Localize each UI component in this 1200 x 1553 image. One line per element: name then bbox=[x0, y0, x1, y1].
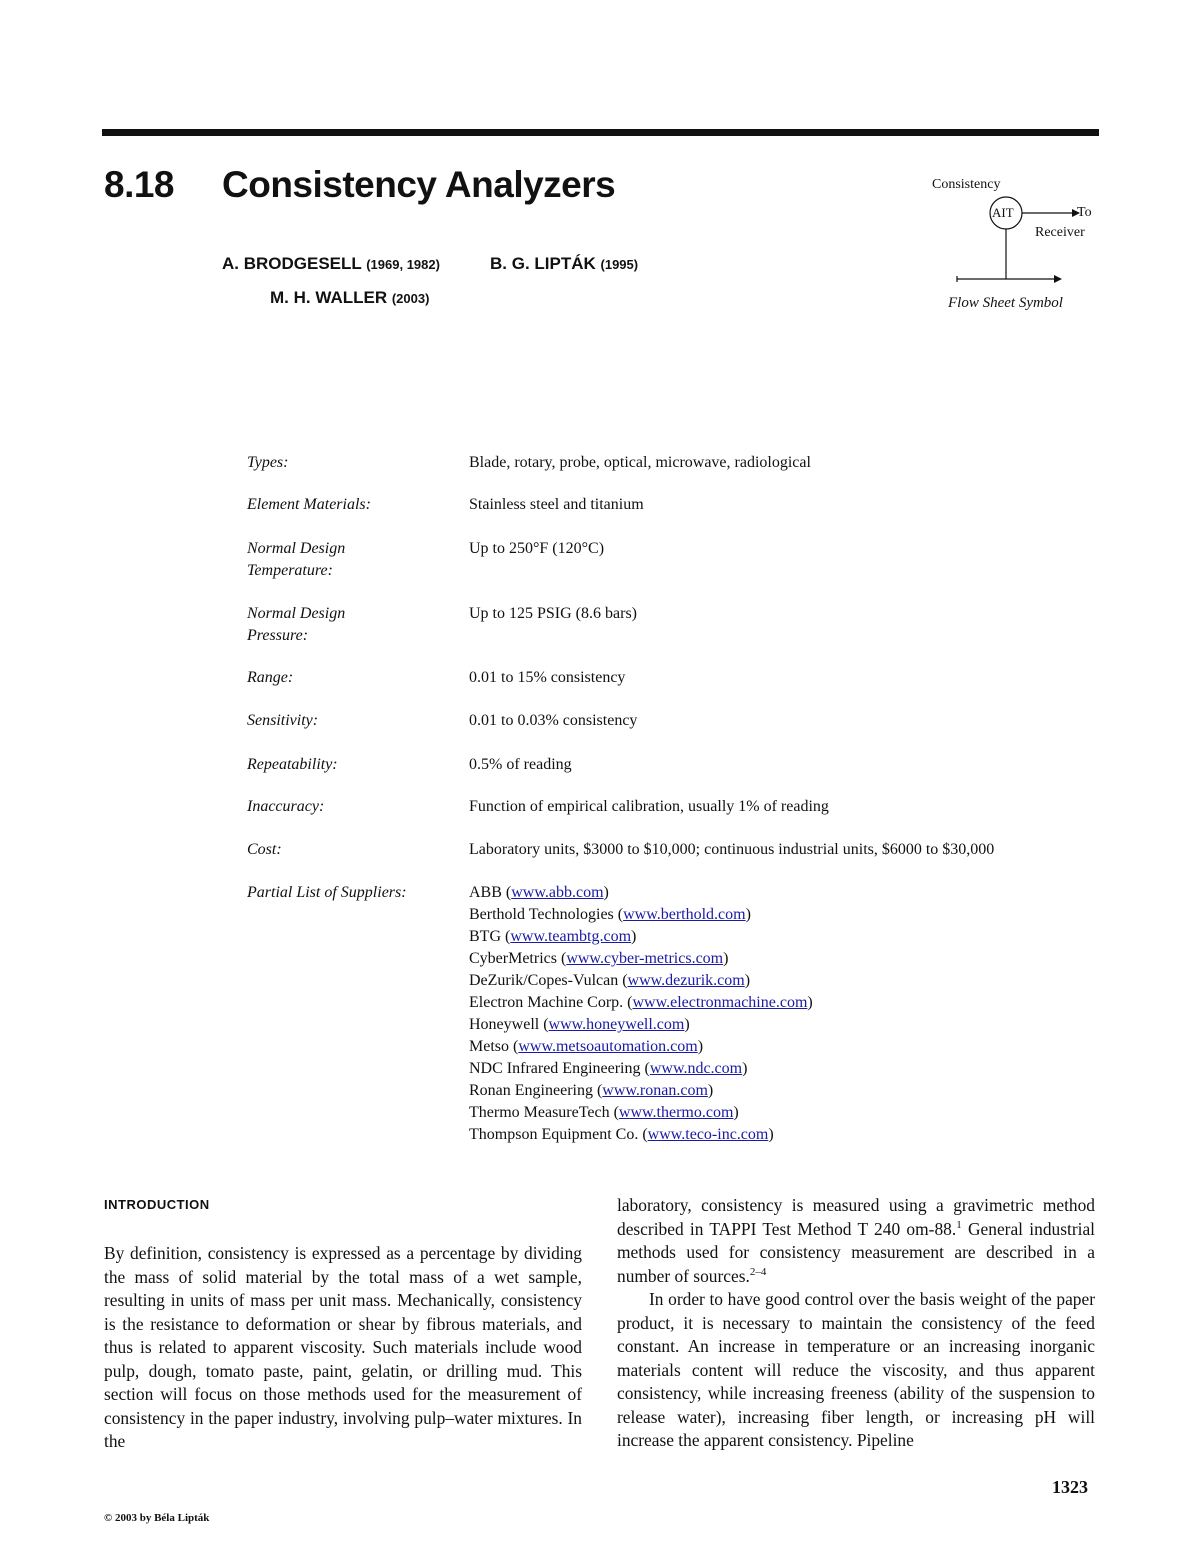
supplier-name: NDC Infrared Engineering bbox=[469, 1060, 641, 1077]
intro-paragraph-2 bbox=[617, 1194, 1095, 1288]
supplier-link[interactable]: www.abb.com bbox=[511, 884, 604, 901]
author-name: B. G. LIPTÁK bbox=[490, 254, 596, 273]
supplier-name: DeZurik/Copes-Vulcan bbox=[469, 972, 619, 989]
left-column bbox=[104, 1242, 582, 1454]
spec-label-line1: Normal Design bbox=[247, 605, 346, 622]
supplier-name: Thompson Equipment Co. bbox=[469, 1126, 639, 1143]
spec-value: Blade, rotary, probe, optical, microwave, radiological bbox=[469, 454, 811, 471]
spec-label: Element Materials: bbox=[247, 496, 371, 513]
footnote-ref: 1 bbox=[956, 1218, 962, 1231]
right-column bbox=[617, 1194, 1095, 1453]
author-name: M. H. WALLER bbox=[270, 288, 388, 307]
spec-label: Partial List of Suppliers: bbox=[247, 884, 407, 901]
supplier-item: NDC Infrared Engineering (www.ndc.com) bbox=[469, 1060, 748, 1077]
spec-value: 0.5% of reading bbox=[469, 756, 572, 773]
page-number: 1323 bbox=[1052, 1477, 1088, 1497]
copyright: © 2003 by Béla Lipták bbox=[104, 1512, 210, 1524]
spec-label: Cost: bbox=[247, 841, 282, 858]
author-years: (1995) bbox=[600, 257, 639, 272]
supplier-name: ABB bbox=[469, 884, 502, 901]
top-rule bbox=[102, 129, 1099, 136]
supplier-link[interactable]: www.cyber-metrics.com bbox=[566, 950, 724, 967]
author-years: (1969, 1982) bbox=[366, 257, 440, 272]
paragraph-text: laboratory, consistency is measured using a gravimetric method described in TAPPI Test Method T 240 om-88. bbox=[617, 1195, 1095, 1239]
author-waller bbox=[270, 288, 429, 308]
author-name: A. BRODGESELL bbox=[222, 254, 362, 273]
supplier-link[interactable]: www.teco-inc.com bbox=[647, 1126, 769, 1143]
paragraph-text: General industrial methods used for consistency measurement are described in a number of sources. bbox=[617, 1218, 1096, 1286]
supplier-list bbox=[469, 882, 1089, 1146]
supplier-link[interactable]: www.metsoautomation.com bbox=[518, 1038, 698, 1055]
supplier-link[interactable]: www.dezurik.com bbox=[627, 972, 745, 989]
supplier-name: Metso bbox=[469, 1038, 509, 1055]
spec-value: Function of empirical calibration, usually 1% of reading bbox=[469, 798, 829, 815]
intro-paragraph-3: In order to have good control over the basis weight of the paper product, it is necessary to maintain the consistency of the feed constant. An increase in temperature or an increasing inorganic materials content will reduce the viscosity, and thus apparent consistency, while increasing freeness (ability of the suspension to release water), increasing fiber length, or increasing pH will increase the apparent consistency. Pipeline bbox=[617, 1289, 1095, 1450]
supplier-link[interactable]: www.ronan.com bbox=[602, 1082, 708, 1099]
supplier-item: CyberMetrics (www.cyber-metrics.com) bbox=[469, 950, 729, 967]
flow-sheet-to-label: To bbox=[1077, 205, 1092, 220]
supplier-item: BTG (www.teambtg.com) bbox=[469, 928, 637, 945]
flow-sheet-receiver-label: Receiver bbox=[1035, 225, 1085, 240]
spec-value: Laboratory units, $3000 to $10,000; continuous industrial units, $6000 to $30,000 bbox=[469, 841, 995, 858]
spec-label bbox=[247, 538, 457, 582]
supplier-item: Thermo MeasureTech (www.thermo.com) bbox=[469, 1104, 739, 1121]
flow-sheet-top-label: Consistency bbox=[932, 177, 1001, 192]
spec-value: Up to 125 PSIG (8.6 bars) bbox=[469, 605, 637, 622]
spec-label-line2: Pressure: bbox=[247, 627, 309, 644]
supplier-link[interactable]: www.thermo.com bbox=[618, 1104, 734, 1121]
supplier-link[interactable]: www.ndc.com bbox=[649, 1060, 743, 1077]
supplier-link[interactable]: www.honeywell.com bbox=[548, 1016, 685, 1033]
supplier-name: Berthold Technologies bbox=[469, 906, 614, 923]
supplier-item: Honeywell (www.honeywell.com) bbox=[469, 1016, 690, 1033]
spec-label: Repeatability: bbox=[247, 756, 338, 773]
supplier-name: BTG bbox=[469, 928, 501, 945]
spec-label-line1: Normal Design bbox=[247, 540, 346, 557]
spec-value: Stainless steel and titanium bbox=[469, 496, 644, 513]
author-liptak bbox=[490, 254, 638, 274]
supplier-name: Ronan Engineering bbox=[469, 1082, 593, 1099]
instrument-tag: AIT bbox=[992, 205, 1014, 220]
author-brodgesell bbox=[222, 254, 440, 274]
supplier-link[interactable]: www.electronmachine.com bbox=[632, 994, 808, 1011]
supplier-link[interactable]: www.teambtg.com bbox=[510, 928, 632, 945]
spec-value: 0.01 to 15% consistency bbox=[469, 669, 626, 686]
supplier-link[interactable]: www.berthold.com bbox=[623, 906, 746, 923]
spec-value: 0.01 to 0.03% consistency bbox=[469, 712, 638, 729]
supplier-item: Ronan Engineering (www.ronan.com) bbox=[469, 1082, 714, 1099]
supplier-item: Metso (www.metsoautomation.com) bbox=[469, 1038, 704, 1055]
intro-paragraph-1: By definition, consistency is expressed as a percentage by dividing the mass of solid material by the total mass of a wet sample, resulting in units of mass per unit mass. Mechanically, consistency is the resistance to deformation or shear by fibrous materials, and thus is related to apparent viscosity. Such materials include wood pulp, dough, tomato paste, paint, gelatin, or drilling mud. This section will focus on those methods used for the measurement of consistency in the paper industry, involving pulp–water mixtures. In the bbox=[104, 1243, 582, 1451]
supplier-item: ABB (www.abb.com) bbox=[469, 884, 609, 901]
spec-label: Range: bbox=[247, 669, 294, 686]
footnote-ref: 2–4 bbox=[749, 1265, 767, 1278]
spec-label: Inaccuracy: bbox=[247, 798, 325, 815]
supplier-item: Berthold Technologies (www.berthold.com) bbox=[469, 906, 751, 923]
supplier-item: Thompson Equipment Co. (www.teco-inc.com) bbox=[469, 1126, 774, 1143]
section-number: 8.18 bbox=[104, 164, 175, 205]
spec-label-line2: Temperature: bbox=[247, 562, 333, 579]
supplier-item: DeZurik/Copes-Vulcan (www.dezurik.com) bbox=[469, 972, 751, 989]
spec-value: Up to 250°F (120°C) bbox=[469, 540, 605, 557]
author-years: (2003) bbox=[391, 291, 430, 306]
supplier-name: CyberMetrics bbox=[469, 950, 557, 967]
supplier-item: Electron Machine Corp. (www.electronmachine.com) bbox=[469, 994, 813, 1011]
flow-sheet-caption: Flow Sheet Symbol bbox=[948, 295, 1063, 311]
intro-heading: INTRODUCTION bbox=[104, 1197, 210, 1212]
spec-label: Sensitivity: bbox=[247, 712, 319, 729]
supplier-name: Electron Machine Corp. bbox=[469, 994, 624, 1011]
supplier-name: Thermo MeasureTech bbox=[469, 1104, 610, 1121]
process-arrowhead bbox=[1054, 275, 1062, 283]
section-title: Consistency Analyzers bbox=[222, 164, 616, 205]
spec-label bbox=[247, 603, 457, 647]
spec-label: Types: bbox=[247, 454, 289, 471]
supplier-name: Honeywell bbox=[469, 1016, 540, 1033]
